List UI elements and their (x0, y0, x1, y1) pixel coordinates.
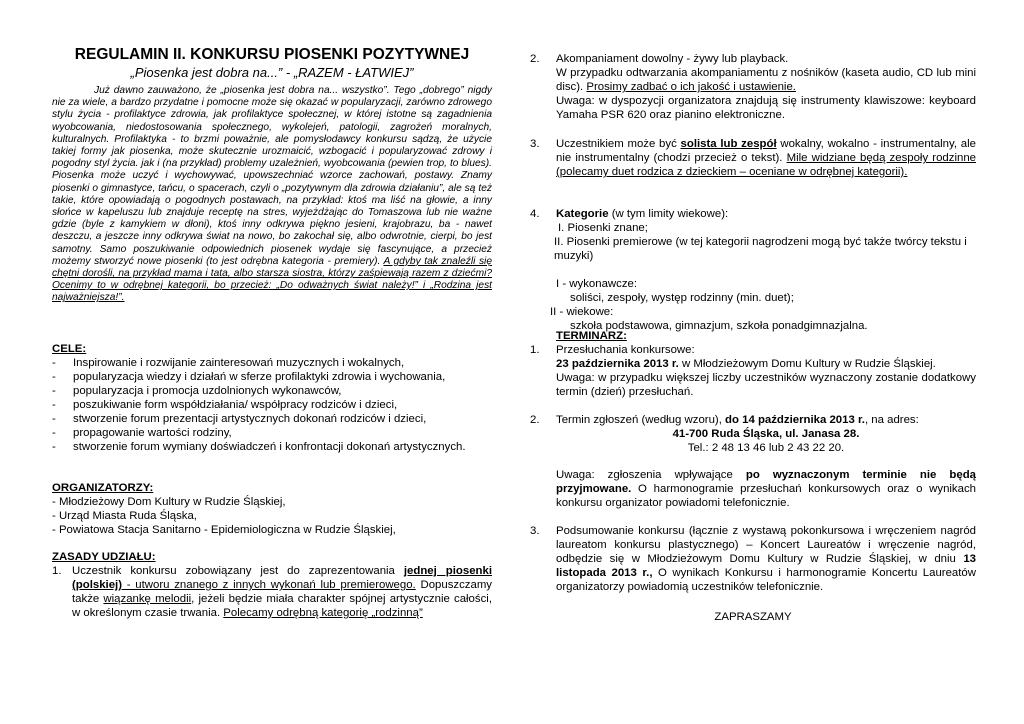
zasady-heading: ZASADY UDZIAŁU: (52, 551, 156, 563)
list-item: - stworzenie forum wymiany doświadczeń i konfrontacji dokonań artystycznych. (52, 441, 466, 453)
document-title: REGULAMIN II. KONKURSU PIOSENKI POZYTYWNEJ (74, 46, 470, 63)
list-item: - propagowanie wartości rodziny, (52, 427, 232, 439)
list-item: - popularyzacja wiedzy i działań w sferze profilaktyki zdrowia i wychowania, (52, 371, 446, 383)
cele-heading: CELE: (52, 343, 87, 355)
document-subtitle: „Piosenka jest dobra na...” - „RAZEM - ŁATWIEJ” (130, 65, 414, 80)
terminarz-item-2: 2. Termin zgłoszeń (według wzoru), do 14 października 2013 r., na adres: 41-700 Ruda Śląska, ul. Janasa 28. Tel.: 2 48 13 46 lub 2 43 22 20. Uwaga: zgłoszenia wpływające po wyznaczonym terminie nie będą przyjmowane. O harmonogramie przesłuchań konkursowych oraz o wynikach konkursu organizator powiadomi telefonicznie. (530, 414, 976, 509)
zasady-item-2: 2. Akompaniament dowolny - żywy lub playback. W przypadku odtwarzania akompaniamentu z nośników (kaseta audio, CD lub mini disc). Prosimy zadbać o ich jakość i ustawienie. Uwaga: w dyspozycji organizatora znajdują się instrumenty klawiszowe: keyboard Yamaha PSR 620 oraz pianino elektroniczne. (530, 53, 976, 121)
closing-text: ZAPRASZAMY (714, 611, 792, 623)
list-item: - stworzenie forum prezentacji artystycznych dokonań rodziców i dzieci, (52, 413, 427, 425)
zasady-item-3: 3. Uczestnikiem może być solista lub zespół wokalny, wokalno - instrumentalny, ale nie instrumentalny (chodzi przecież o tekst). Mile widziane będą zespoły rodzinne (polecamy duet rodzica z dzieckiem – oceniane w odrębnej kategorii). (530, 138, 976, 178)
terminarz-section: TERMINARZ: 1. Przesłuchania konkursowe: 23 października 2013 r. w Młodzieżowym Domu Kultury w Rudzie Śląskiej. Uwaga: w przypadku większej liczby uczestników wyznaczony zostanie dodatkowy termin (dzień) przesłuchań. (530, 330, 976, 398)
intro-text-underlined: A gdyby tak znaleźli się chętni dorośli, na przykład mama i tata, albo starsza siostra, którzy zaśpiewają razem z dziećmi? Ocenimy to w odrębnej kategorii, bo przecież: „Do odważnych świat należy!” i „Rodzina jest najważniejsza!”. (52, 255, 492, 304)
zasady-section (52, 550, 492, 620)
intro-text: Już dawno zauważono, że „piosenka jest dobra na... wszystko”. Tego „dobrego” nigdy nie za wiele, a bardzo przydatne i pomocne może się okazać w popularyzacji, zarówno zdrowego stylu życia - profilaktyce zdrowia, jak profilaktyce społecznej, w której istotne są zagadnienia wyobcowania, niedostosowania społecznego, wykolejeń, patologii, zagrożeń moralnych, kulturalnych. Profilaktyka - to brzmi poważnie, ale pomysłodawcy konkursu sądzą, że użycie takiej formy jak piosenka, może skutecznie urozmaicić, wzbogacić i popularyzować zdrowy i pogodny styl życia. jak i (na przykład) problemy uzależnień, wyobcowania (pewien trop, to blues). Piosenka może uczyć i wychowywać, upowszechniać wzorce zachowań, postawy. Znamy piosenki o gimnastyce, tańcu, o spacerach, czyli o „pozytywnym dla zdrowia działaniu”, ale są też takie, które opowiadają o pogodnych postawach, na przykład: ktoś ma liść na głowie, a inny słońce w kapeluszu lub znajduje receptę na stres, wyjeżdżając do Tomaszowa lub nie ważne gdzie (byle z kamykiem w dłoni), ktoś inny odkrywa piękno jesieni, krajobrazu, ba - nawet deszczu, a jeszcze inny odkrywa świat na nowo, bo zakochał się, albo odwrotnie, cierpi, bo jest samotny. Samo poszukiwanie odpowiednich piosenek wydaje się fascynujące, a przecież możemy stworzyć nowe piosenki (to jest odrębna kategoria - premiery). (52, 85, 492, 267)
intro-paragraph (52, 85, 492, 305)
list-item: - popularyzacja i promocja uzdolnionych wykonawców, (52, 385, 342, 397)
list-item: - Młodzieżowy Dom Kultury w Rudzie Śląskiej, (52, 496, 286, 508)
list-item: - Powiatowa Stacja Sanitarno - Epidemiologiczna w Rudzie Śląskiej, (52, 524, 396, 536)
zasady-item-1: 1. Uczestnik konkursu zobowiązany jest do zaprezentowania jednej piosenki (polskiej) - utworu znanego z innych wykonań lub premierowego. Dopuszczamy także wiązankę melodii, jeżeli będzie miała charakter spójnej artystycznie całości, w określonym czasie trwania. Polecamy odrębną kategorię „rodzinną” (52, 565, 493, 619)
cele-section (52, 342, 492, 454)
list-item: - poszukiwanie form współdziałania/ współpracy rodziców i dzieci, (52, 399, 398, 411)
list-item: - Inspirowanie i rozwijanie zainteresowań muzycznych i wokalnych, (52, 357, 405, 369)
list-item: - Urząd Miasta Ruda Śląska, (52, 510, 197, 522)
terminarz-heading: TERMINARZ: (556, 330, 627, 342)
organizatorzy-heading: ORGANIZATORZY: (52, 482, 154, 494)
terminarz-item-3: 3. Podsumowanie konkursu (łącznie z wystawą pokonkursowa i wręczeniem nagród laureatom konkursu plastycznego) – Koncert Laureatów i wręczenie nagród, odbędzie się w Młodzieżowym Domu Kultury w Rudzie Śląskiej, w dniu 13 listopada 2013 r., O wynikach Konkursu i harmonogramie Koncertu Laureatów organizatorzy powiadomią uczestników telefonicznie. (530, 525, 976, 593)
zasady-item-4: 4. Kategorie (w tym limity wiekowe): I. Piosenki znane; II. Piosenki premierowe (w tej kategorii nagrodzeni mogą być także twórcy tekstu i muzyki) I - wykonawcze: soliści, zespoły, występ rodzinny (min. duet); II - wiekowe: szkoła podstawowa, gimnazjum, szkoła ponadgimnazjalna. (530, 208, 967, 332)
organizatorzy-section (52, 481, 492, 537)
